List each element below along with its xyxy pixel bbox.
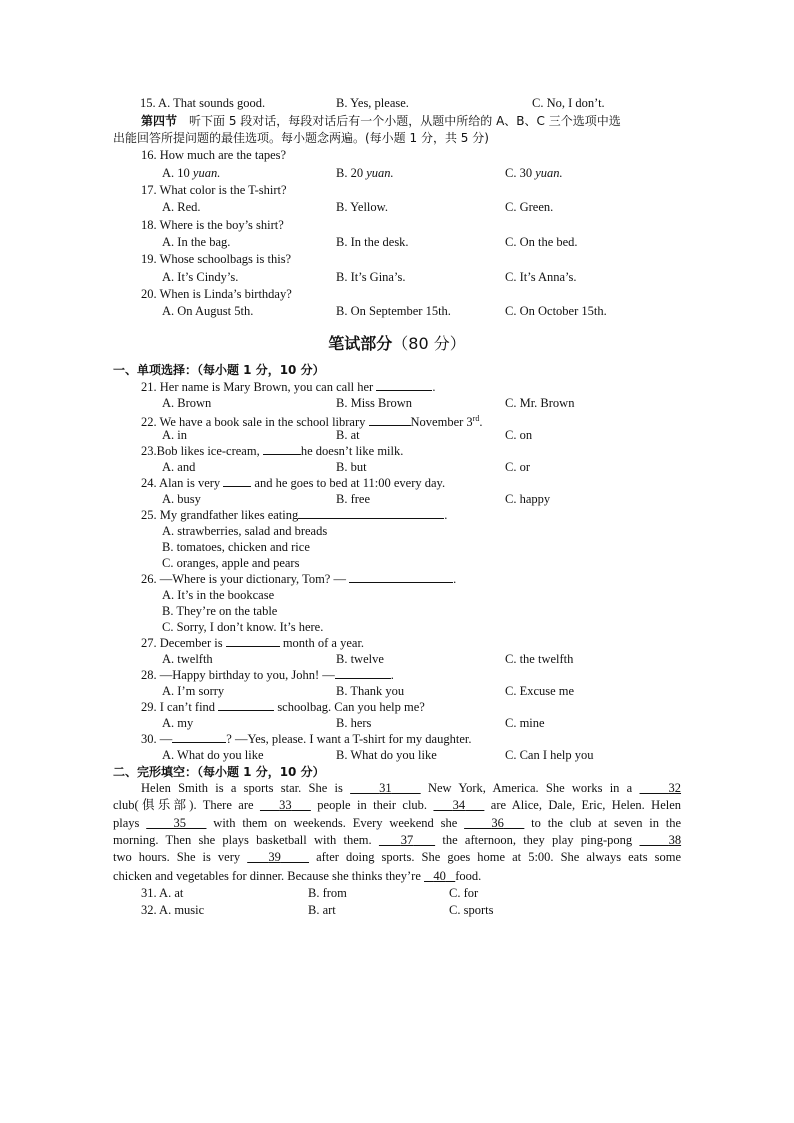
answer-blank: [349, 571, 453, 583]
q29-option-c: C. mine: [505, 716, 545, 730]
q25-option-b: B. tomatoes, chicken and rice: [162, 540, 310, 554]
q21-option-c: C. Mr. Brown: [505, 396, 575, 410]
q31-option-b: B. from: [308, 886, 347, 900]
q16-option-c: C. 30 yuan.: [505, 166, 563, 180]
blank-32: 32: [668, 781, 682, 795]
q20-option-a: A. On August 5th.: [162, 304, 254, 318]
q22-stem: 22. We have a book sale in the school library November 3rd.: [141, 414, 483, 430]
q29-option-b: B. hers: [336, 716, 372, 730]
q28-option-a: A. I’m sorry: [162, 684, 225, 698]
section4-label: 第四节: [141, 114, 178, 128]
blank-37: 37: [400, 833, 414, 847]
blank-38: 38: [668, 833, 682, 847]
q25-option-a: A. strawberries, salad and breads: [162, 524, 328, 538]
q23-stem: 23.Bob likes ice-cream, he doesn’t like milk.: [141, 444, 404, 458]
q28-option-c: C. Excuse me: [505, 684, 575, 698]
section4-text: 听下面 5 段对话，每段对话后有一个小题，从题中所给的 A、B、C 三个选项中选: [177, 114, 621, 128]
q19-option-c: C. It’s Anna’s.: [505, 270, 577, 284]
q26-stem: 26. —Where is your dictionary, Tom? — .: [141, 572, 457, 586]
q16-option-b: B. 20 yuan.: [336, 166, 394, 180]
q30-option-b: B. What do you like: [336, 748, 437, 762]
q21-stem: 21. Her name is Mary Brown, you can call her .: [141, 380, 436, 394]
q22-option-a: A. in: [162, 428, 187, 442]
q27-option-c: C. the twelfth: [505, 652, 574, 666]
q27-stem: 27. December is month of a year.: [141, 636, 365, 650]
q21-option-b: B. Miss Brown: [336, 396, 413, 410]
q22-option-b: B. at: [336, 428, 360, 442]
q19-stem: 19. Whose schoolbags is this?: [141, 252, 292, 266]
q22-option-c: C. on: [505, 428, 533, 442]
q18-option-b: B. In the desk.: [336, 235, 409, 249]
answer-blank: [172, 731, 226, 743]
q26-option-a: A. It’s in the bookcase: [162, 588, 275, 602]
q24-option-c: C. happy: [505, 492, 551, 506]
answer-blank: [226, 635, 280, 647]
q28-option-b: B. Thank you: [336, 684, 405, 698]
q15-option-c: C. No, I don’t.: [532, 96, 605, 110]
section4-instruction-line1: [141, 113, 621, 129]
q21-option-a: A. Brown: [162, 396, 212, 410]
q26-option-b: B. They’re on the table: [162, 604, 278, 618]
blank-40: 40: [433, 869, 446, 883]
q23-option-c: C. or: [505, 460, 530, 474]
q25-stem: 25. My grandfather likes eating .: [141, 508, 448, 522]
blank-36: 36: [491, 816, 504, 830]
part1-heading: 一、单项选择：（每小题 1 分，10 分）: [113, 363, 325, 377]
cloze-line-2: club(俱乐部). There are 33 people in their club. 34 are Alice, Dale, Eric, Helen. Helen: [113, 798, 682, 812]
q20-option-b: B. On September 15th.: [336, 304, 451, 318]
section4-instruction-line2: 出能回答所提问题的最佳选项。每小题念两遍。(每小题 1 分，共 5 分): [113, 131, 489, 145]
q32-option-a: 32. A. music: [141, 903, 205, 917]
q19-option-b: B. It’s Gina’s.: [336, 270, 406, 284]
q28-stem: 28. —Happy birthday to you, John! — .: [141, 668, 394, 682]
written-part-title: 笔试部分（80 分）: [328, 334, 466, 353]
q20-option-c: C. On October 15th.: [505, 304, 607, 318]
q24-option-a: A. busy: [162, 492, 201, 506]
q26-option-c: C. Sorry, I don’t know. It’s here.: [162, 620, 324, 634]
blank-39: 39: [268, 850, 281, 864]
q32-option-b: B. art: [308, 903, 336, 917]
q17-option-c: C. Green.: [505, 200, 554, 214]
q27-option-b: B. twelve: [336, 652, 384, 666]
q25-option-c: C. oranges, apple and pears: [162, 556, 300, 570]
q20-stem: 20. When is Linda’s birthday?: [141, 287, 292, 301]
blank-31: 31: [379, 781, 392, 795]
answer-blank: [218, 699, 274, 711]
q15-option-b: B. Yes, please.: [336, 96, 409, 110]
q16-option-a: A. 10 yuan.: [162, 166, 221, 180]
q24-option-b: B. free: [336, 492, 371, 506]
answer-blank: [335, 667, 391, 679]
answer-blank: [263, 443, 301, 455]
q17-option-a: A. Red.: [162, 200, 201, 214]
q23-option-a: A. and: [162, 460, 196, 474]
part2-heading: 二、完形填空：（每小题 1 分，10 分）: [113, 765, 325, 779]
cloze-line-3: plays 35 with them on weekends. Every weekend she 36 to the club at seven in the: [113, 816, 682, 830]
q23-option-b: B. but: [336, 460, 367, 474]
cloze-line-4: morning. Then she plays basketball with them. 37 the afternoon, they play ping-pong 38: [113, 833, 682, 847]
blank-33: 33: [279, 798, 292, 812]
q30-stem: 30. — ? —Yes, please. I want a T-shirt for my daughter.: [141, 732, 472, 746]
q31-option-a: 31. A. at: [141, 886, 184, 900]
q18-option-a: A. In the bag.: [162, 235, 231, 249]
answer-blank: [369, 414, 411, 426]
cloze-line-6: chicken and vegetables for dinner. Because she thinks they’re 40 food.: [113, 869, 482, 883]
q17-option-b: B. Yellow.: [336, 200, 388, 214]
cloze-line-1: Helen Smith is a sports star. She is 31 New York, America. She works in a 32: [141, 781, 682, 795]
q19-option-a: A. It’s Cindy’s.: [162, 270, 239, 284]
q17-stem: 17. What color is the T-shirt?: [141, 183, 287, 197]
cloze-line-5: two hours. She is very 39 after doing sports. She goes home at 5:00. She always eats some: [113, 850, 682, 864]
q29-option-a: A. my: [162, 716, 194, 730]
q18-stem: 18. Where is the boy’s shirt?: [141, 218, 284, 232]
q31-option-c: C. for: [449, 886, 479, 900]
answer-blank: [298, 507, 444, 519]
q30-option-a: A. What do you like: [162, 748, 264, 762]
q32-option-c: C. sports: [449, 903, 494, 917]
answer-blank: [223, 475, 251, 487]
q30-option-c: C. Can I help you: [505, 748, 594, 762]
q16-stem: 16. How much are the tapes?: [141, 148, 287, 162]
q18-option-c: C. On the bed.: [505, 235, 578, 249]
blank-34: 34: [452, 798, 466, 812]
answer-blank: [376, 379, 432, 391]
q29-stem: 29. I can’t find schoolbag. Can you help me?: [141, 700, 425, 714]
q24-stem: 24. Alan is very and he goes to bed at 11:00 every day.: [141, 476, 446, 490]
q27-option-a: A. twelfth: [162, 652, 213, 666]
q15-option-a: 15. A. That sounds good.: [140, 96, 266, 110]
blank-35: 35: [173, 816, 186, 830]
